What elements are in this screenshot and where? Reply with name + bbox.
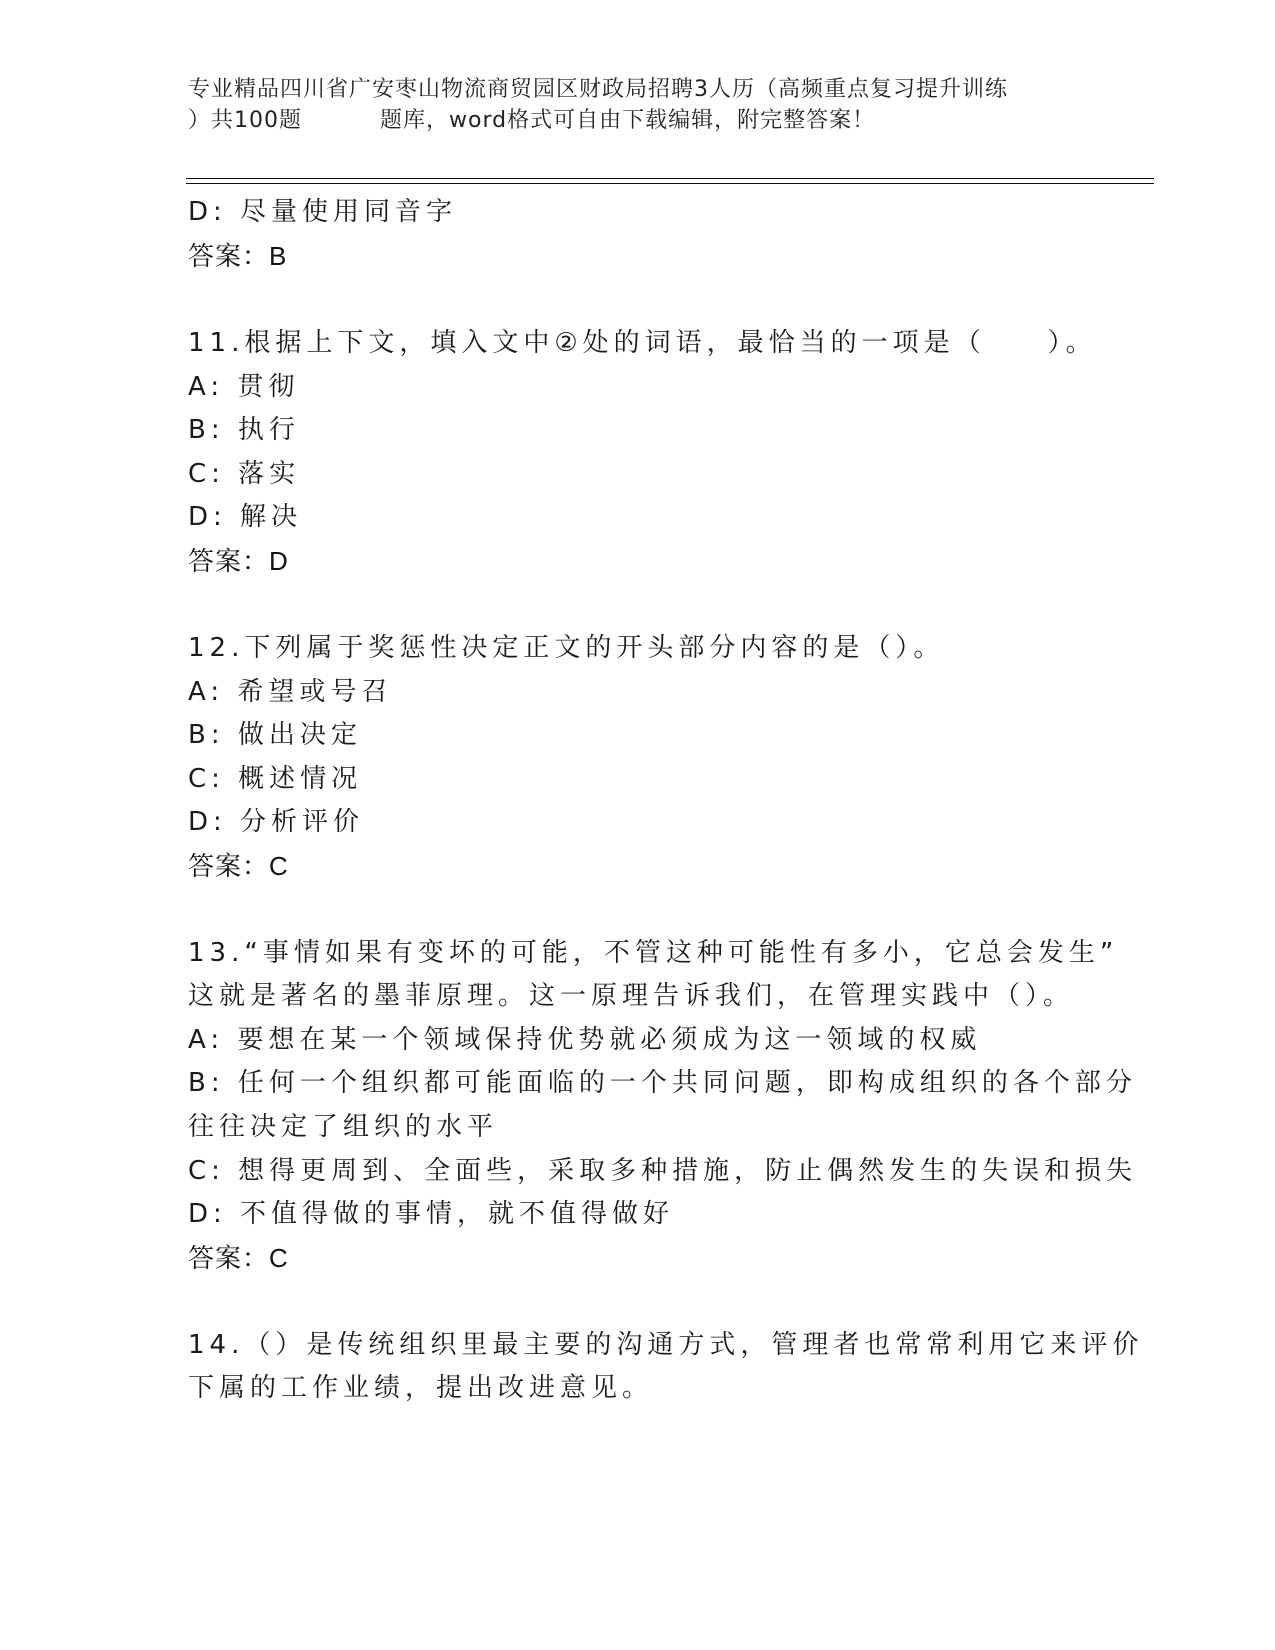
prev-question-option-d: D: 尽量使用同音字 [188, 197, 458, 227]
q11-option-a: A: 贯彻 [188, 372, 300, 402]
header-title-line-2 [188, 105, 1088, 136]
q13-option-c: C: 想得更周到、全面些，采取多种措施，防止偶然发生的失误和损失 [188, 1156, 1138, 1186]
q11-stem: 11.根据上下文，填入文中②处的词语，最恰当的一项是（ ）。 [188, 328, 1097, 358]
q11-option-d: D: 解决 [188, 502, 303, 532]
header-title-line-2-part-1: ）共100题 [188, 108, 302, 133]
q12-option-c: C: 概述情况 [188, 764, 363, 794]
q11-option-b: B: 执行 [188, 415, 300, 445]
q11-answer: 答案：D [188, 546, 289, 576]
q13-answer: 答案：C [188, 1243, 289, 1273]
q13-stem-line-2: 这就是著名的墨菲原理。这一原理告诉我们，在管理实践中（）。 [188, 981, 1075, 1011]
q13-option-a: A: 要想在某一个领域保持优势就必须成为这一领域的权威 [188, 1025, 982, 1055]
header-divider-top [186, 178, 1154, 179]
q13-option-d: D: 不值得做的事情，就不值得做好 [188, 1199, 675, 1229]
document-header [188, 74, 1088, 136]
q12-option-d: D: 分析评价 [188, 807, 365, 837]
q12-option-b: B: 做出决定 [188, 720, 362, 750]
q11-option-c: C: 落实 [188, 459, 301, 489]
q14-stem-line-2: 下属的工作业绩，提出改进意见。 [188, 1373, 654, 1403]
prev-question-answer: 答案：B [188, 241, 288, 271]
q12-option-a: A: 希望或号召 [188, 677, 393, 707]
q13-option-b-line-1: B: 任何一个组织都可能面临的一个共同问题，即构成组织的各个部分 [188, 1068, 1137, 1098]
q13-option-b-line-2: 往往决定了组织的水平 [188, 1112, 499, 1142]
header-title-line-2-part-2: 题库，word格式可自由下载编辑，附完整答案！ [380, 108, 876, 133]
q12-answer: 答案：C [188, 851, 289, 881]
q14-stem-line-1: 14.（）是传统组织里最主要的沟通方式，管理者也常常利用它来评价 [188, 1330, 1144, 1360]
q12-stem: 12.下列属于奖惩性决定正文的开头部分内容的是（）。 [188, 633, 945, 663]
header-title-line-1: 专业精品四川省广安枣山物流商贸园区财政局招聘3人历（高频重点复习提升训练 [188, 77, 1008, 102]
header-divider-bottom [186, 183, 1154, 184]
q13-stem-line-1: 13.“事情如果有变坏的可能，不管这种可能性有多小，它总会发生” [188, 938, 1119, 968]
